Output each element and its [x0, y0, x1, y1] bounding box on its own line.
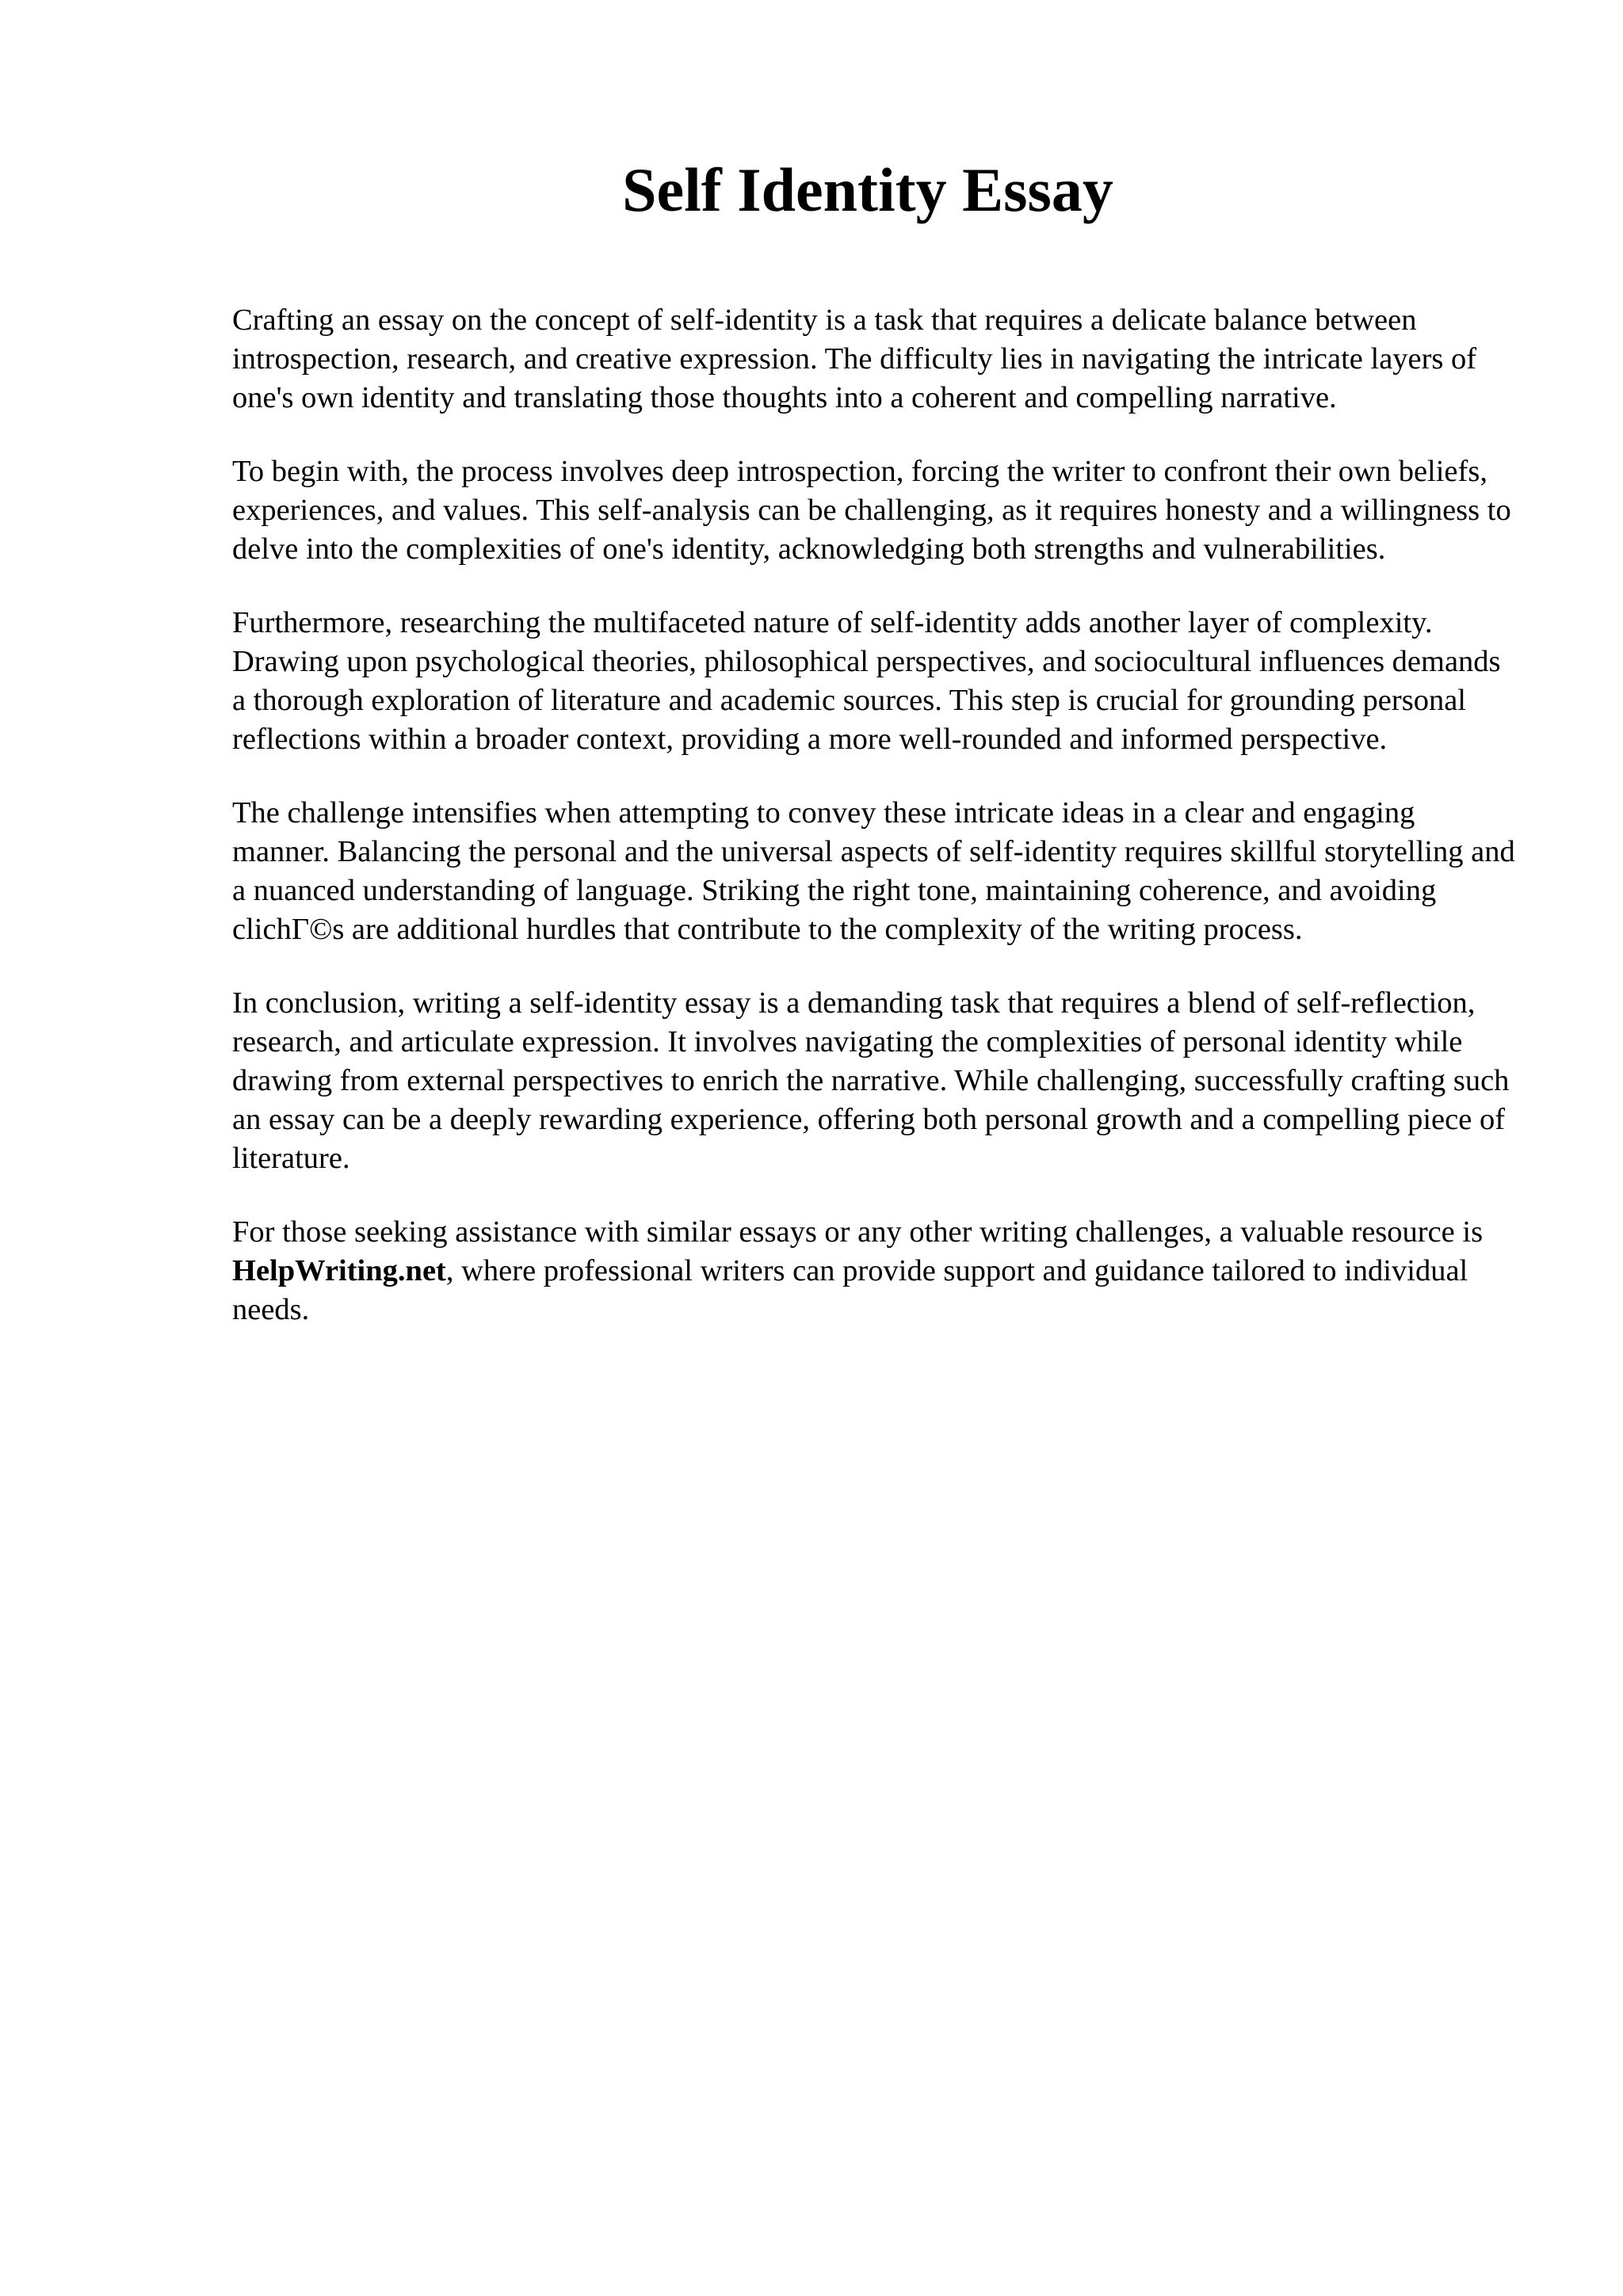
document-title: Self Identity Essay [622, 155, 1113, 224]
closing-text-after: , where professional writers can provide support and guidance tailored to individual needs. [232, 1254, 1468, 1326]
paragraph-5: In conclusion, writing a self-identity essay is a demanding task that requires a blend of self-reflection, research, and articulate expression. It involves navigating the complexities of personal identity while drawing from external perspectives to enrich the narrative. While challenging, successfully crafting such an essay can be a deeply rewarding experience, offering both personal growth and a compelling piece of literature. [232, 986, 1510, 1175]
closing-text-before: For those seeking assistance with similar essays or any other writing challenges, a valuable resource is [232, 1215, 1484, 1249]
paragraph-1: Crafting an essay on the concept of self-identity is a task that requires a delicate balance between introspection, research, and creative expression. The difficulty lies in navigating the intricate layers of one's own identity and translating those thoughts into a coherent and compelling narrative. [232, 303, 1477, 414]
paragraph-3: Furthermore, researching the multifaceted nature of self-identity adds another layer of complexity. Drawing upon psychological theories, philosophical perspectives, and sociocultural influences demands a thorough exploration of literature and academic sources. This step is crucial for grounding personal reflections within a broader context, providing a more well-rounded and informed perspective. [232, 606, 1501, 756]
brand-name: HelpWriting.net [232, 1254, 446, 1287]
paragraph-2: To begin with, the process involves deep introspection, forcing the writer to confront their own beliefs, experiences, and values. This self-analysis can be challenging, as it requires honesty and a willingness to delve into the complexities of one's identity, acknowledging both strengths and vulnerabilities. [232, 455, 1511, 566]
paragraph-4: The challenge intensifies when attempting to convey these intricate ideas in a clear and engaging manner. Balancing the personal and the universal aspects of self-identity requires skillful storytelling and a nuanced understanding of language. Striking the right tone, maintaining coherence, and avoiding clichΓ©s are additional hurdles that contribute to the complexity of the writing process. [232, 796, 1515, 946]
document-body [232, 301, 1516, 1364]
closing-paragraph [232, 1213, 1516, 1329]
